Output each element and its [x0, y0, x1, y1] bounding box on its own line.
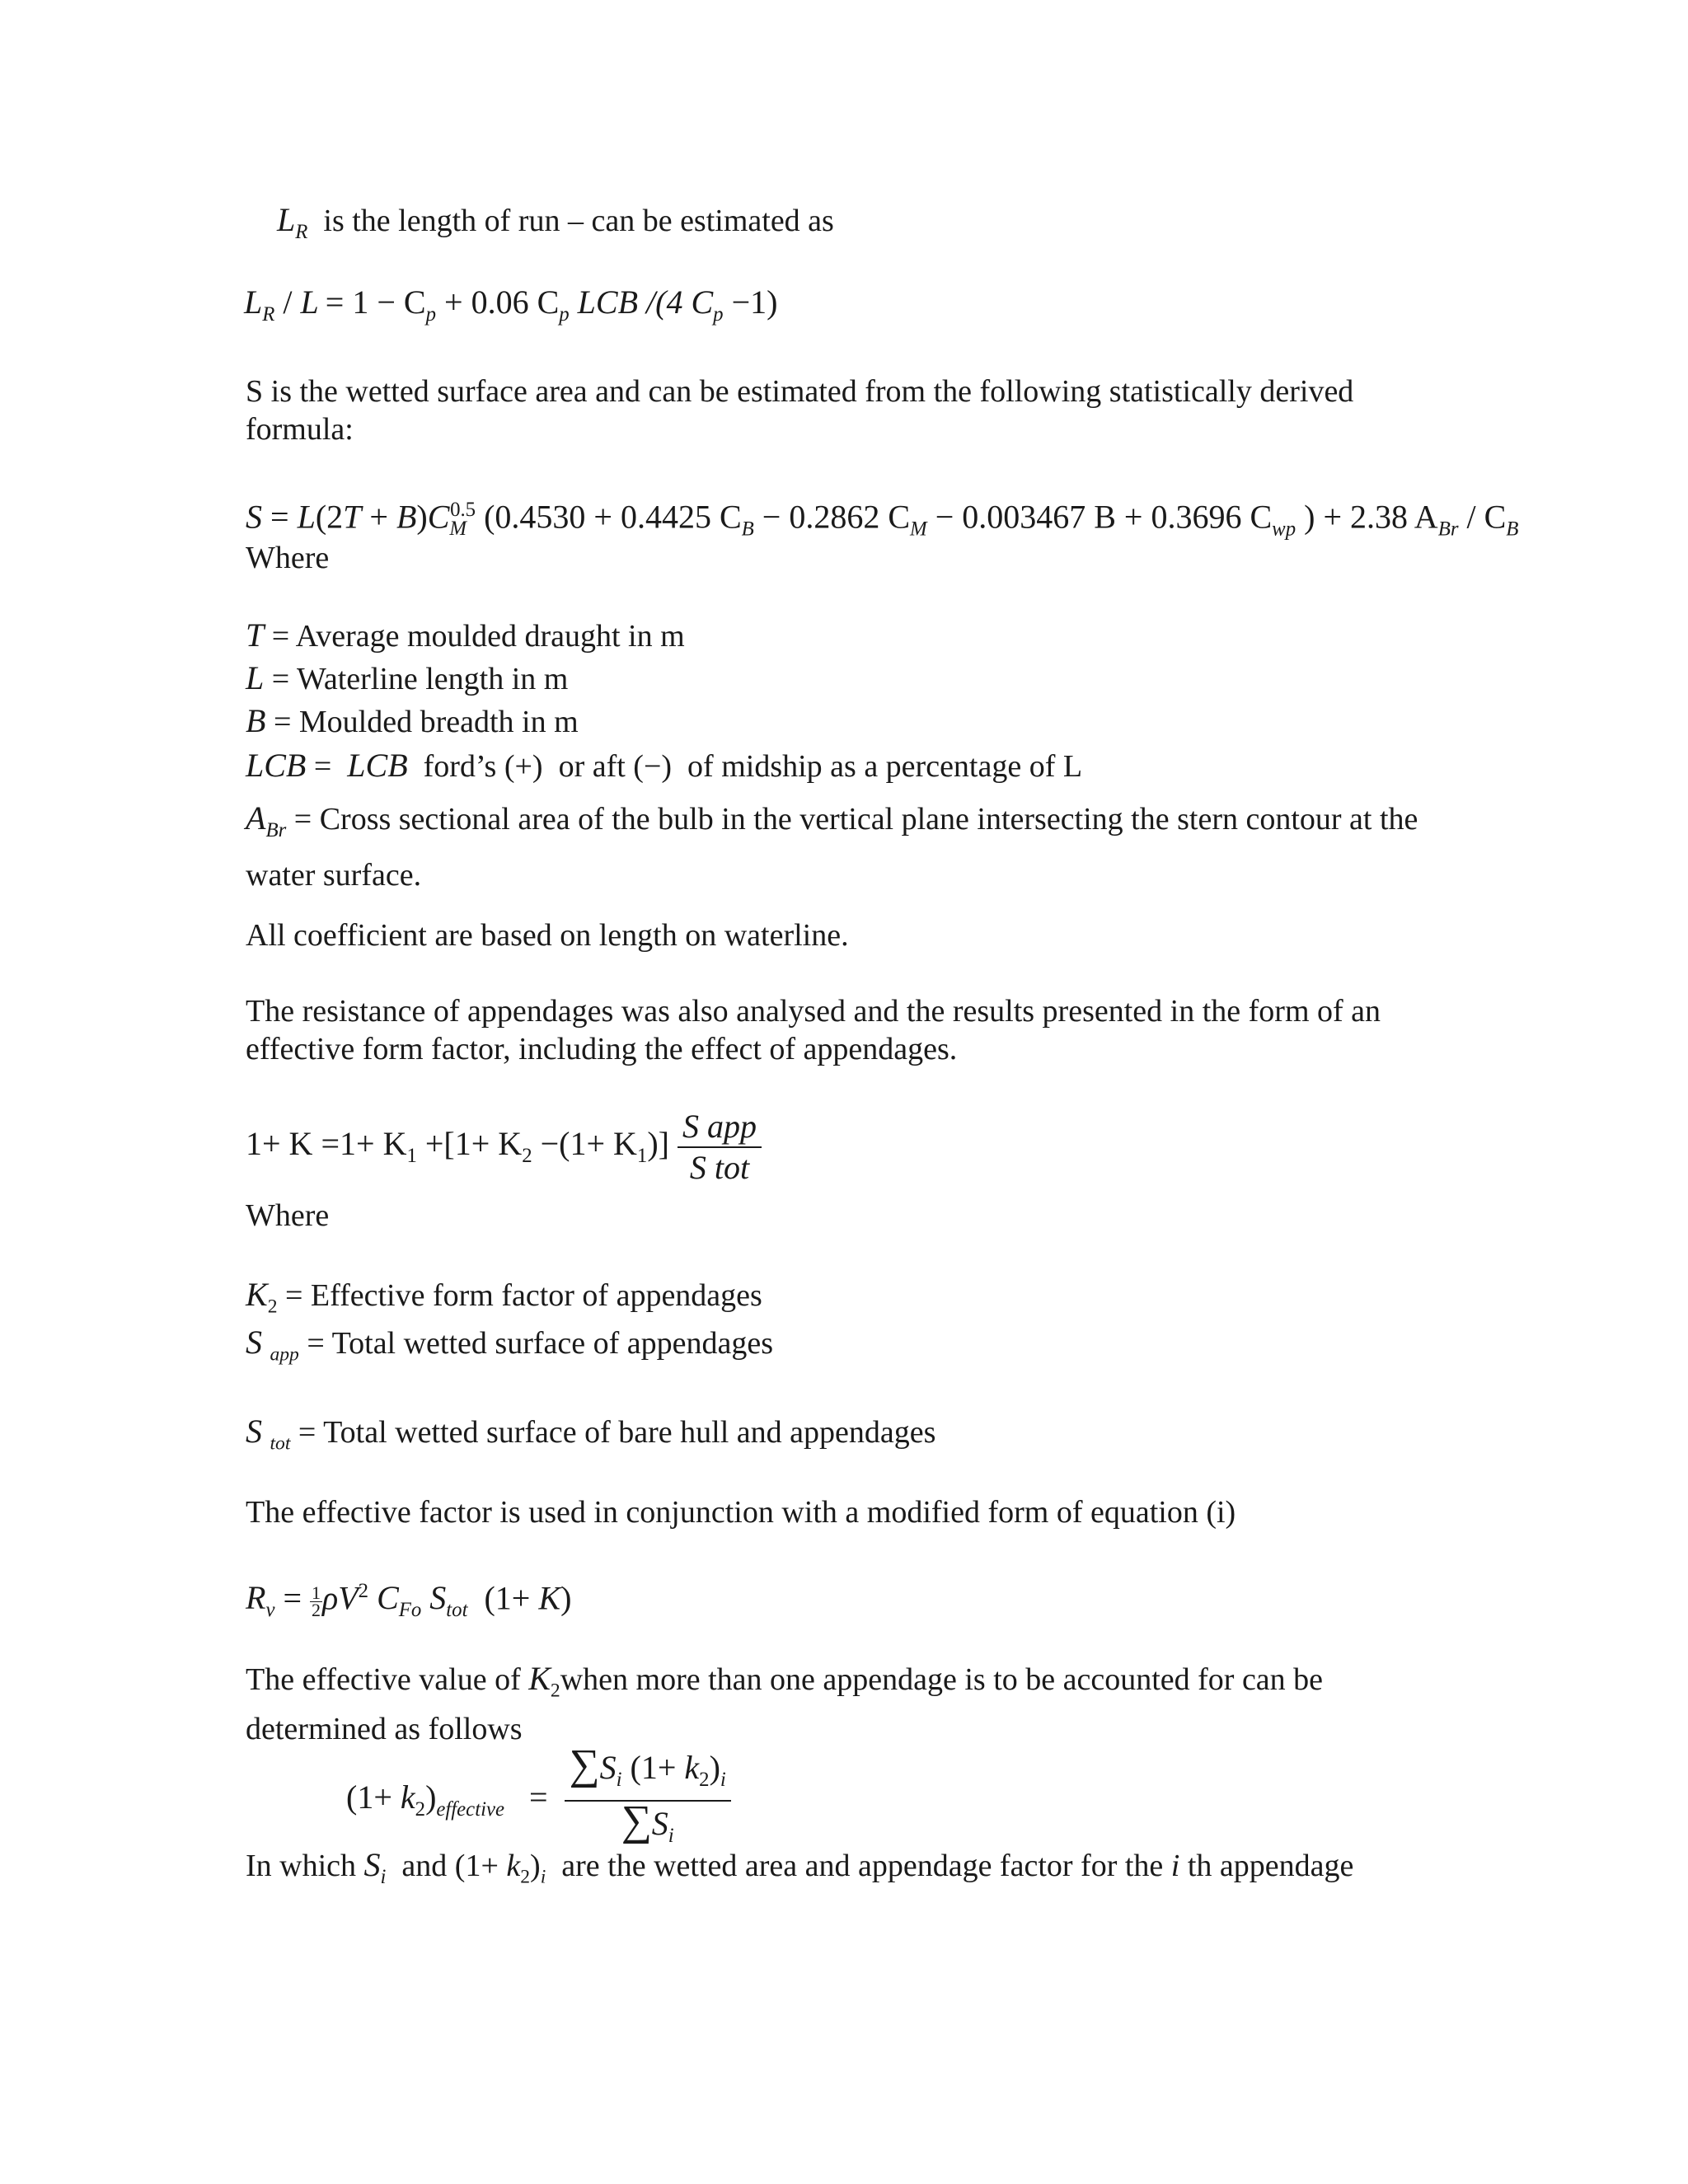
form-factor-equation: $1+ K =1+ K_1 +[1+ K_2 -(1+ K_1)]$ $\frac{\text{S app}}{\text{S tot}}$: [246, 1104, 762, 1196]
def-T: T = Average moulded draught in m: [246, 616, 685, 654]
where-label-1: Where: [246, 541, 330, 575]
def-B: B = Moulded breadth in m: [246, 702, 579, 739]
def-Sapp: S $_{app}$ = Total wetted surface of appendages: [246, 1324, 774, 1366]
sapp-over-stot-fraction: $\frac{\text{S app}}{\text{S tot}}$: [678, 1107, 762, 1188]
def-L: L = Waterline length in m: [246, 659, 569, 696]
def-ABr: $A_{Br}$ = Cross sectional area of the bulb in the vertical plane intersecting the stern contour at the water surface.: [246, 799, 1418, 893]
def-K2: $K_2$ = Effective form factor of appendages: [246, 1276, 762, 1318]
effective-k2-equation: $(1+ k_2)_{effective}$ = $\frac{\sum S_i (1+ k_2)_i}{\sum S_i}$: [346, 1746, 731, 1856]
s-equation: $S = L(2T + B)C_M^{0.5}$ (0.4530 + 0.4425 $C_B - 0.2862$ $C_M - 0.003467$ B + 0.3696 $C_{wp}$ ) + 2.38 $A_{Br} / C_B$: [246, 498, 1519, 541]
one-half-fraction: $\frac{1}{2}$: [312, 1582, 321, 1620]
rv-equation: $R_v$ = $\frac{1}{2}$ $\rho V^2$ $C_{Fo}$ $S_{tot}$ (1+ K): [246, 1579, 572, 1622]
def-Stot: S $_{tot}$ = Total wetted surface of bare hull and appendages: [246, 1413, 936, 1455]
all-coefficient-note: All coefficient are based on length on waterline.: [246, 918, 849, 953]
where-label-2: Where: [246, 1198, 330, 1233]
s-intro-paragraph: S is the wetted surface area and can be estimated from the following statistically derived formula:: [246, 374, 1354, 447]
resistance-paragraph: The resistance of appendages was also analysed and the results presented in the form of an effective form factor, including the effect of appendages.: [246, 994, 1381, 1066]
in-which-line: In which $S_i$ and $(1+ k_2)_i$ are the wetted area and appendage factor for the i th appendage: [246, 1846, 1354, 1888]
lr-equation: $L_R / L = 1 - C_p + 0.06$ $C_p$ LCB /(4 $C_p -1$): [244, 284, 778, 326]
effective-factor-line: The effective factor is used in conjunction with a modified form of equation (i): [246, 1495, 1236, 1530]
effective-value-paragraph: The effective value of $K_2when$ more than one appendage is to be accounted for can be determined as follows: [246, 1660, 1324, 1746]
def-LCB: LCB = LCB ford’s (+) or aft (−) of midship as a percentage of L: [246, 747, 1083, 784]
lr-intro-text: is the length of run – can be estimated as: [323, 204, 834, 238]
lr-symbol: $L_R$: [277, 201, 308, 243]
lr-intro-line: [277, 201, 834, 251]
effective-k2-fraction: $\frac{\sum S_i (1+ k_2)_i}{\sum S_i}$: [565, 1746, 731, 1856]
